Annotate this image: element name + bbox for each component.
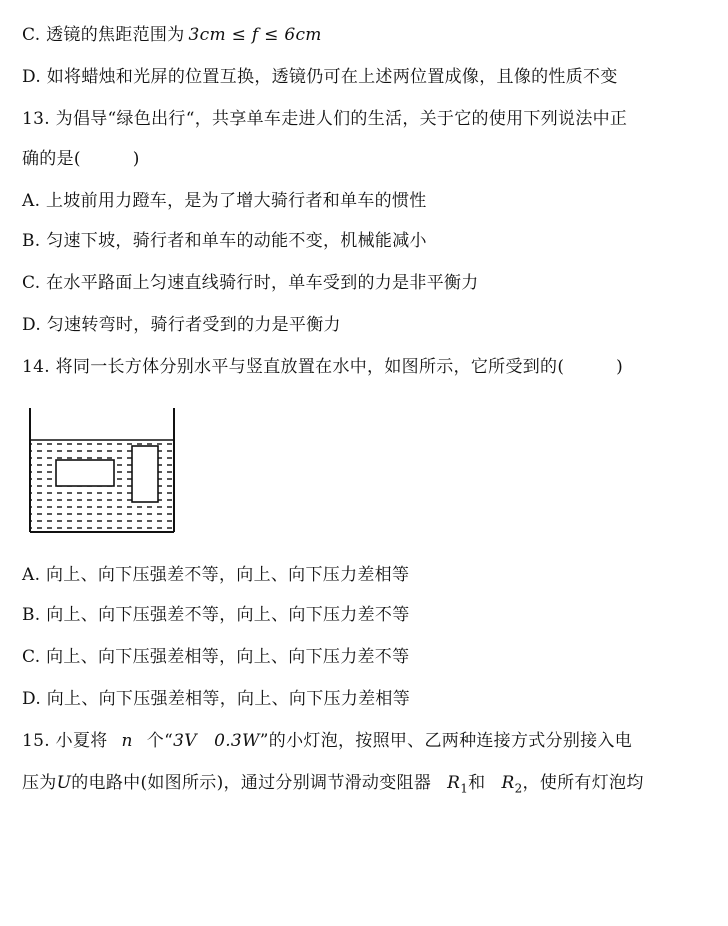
q15-r1-sub: 1 — [460, 781, 469, 796]
q15-r2-math — [501, 773, 523, 796]
q15-rating-math: 3V 0.3W — [173, 731, 260, 751]
option-13c: C. 在水平路面上匀速直线骑行时，单车受到的力是非平衡力 — [22, 273, 479, 293]
option-13d: D. 匀速转弯时，骑行者受到的力是平衡力 — [22, 315, 341, 335]
option-14d: D. 向上、向下压强差相等，向上、向下压力差相等 — [22, 689, 411, 709]
option-12c-text: C. 透镜的焦距范围为 — [22, 25, 185, 45]
q15-r1-letter: R — [447, 773, 461, 793]
water-container-figure — [26, 406, 186, 538]
option-12d: D. 如将蜡烛和光屏的位置互换，透镜仍可在上述两位置成像，且像的性质不变 — [22, 67, 618, 87]
q15-r2-sub: 2 — [514, 781, 523, 796]
option-14c: C. 向上、向下压强差相等，向上、向下压力差不等 — [22, 647, 410, 667]
q15-text-e: 的电路中(如图所示)，通过分别调节滑动变阻器 — [71, 773, 432, 793]
option-14b: B. 向上、向下压强差不等，向上、向下压力差不等 — [22, 605, 410, 625]
q15-text-c: ”的小灯泡，按照甲、乙两种连接方式分别接入电 — [259, 731, 633, 751]
horizontal-block — [56, 460, 114, 486]
q15-r1-math — [447, 773, 469, 796]
option-12c — [22, 24, 322, 46]
option-13a: A. 上坡前用力蹬车，是为了增大骑行者和单车的惯性 — [22, 191, 427, 211]
focal-range-math: 3cm ≤ f ≤ 6cm — [188, 25, 322, 45]
vertical-block — [132, 446, 158, 502]
q15-text-a: 15. 小夏将 — [22, 731, 108, 751]
question-15-line1 — [22, 730, 632, 752]
q15-u-math: U — [56, 773, 72, 793]
q15-text-f: 和 — [468, 773, 486, 793]
q15-text-b: 个“ — [146, 731, 174, 751]
question-15-line2 — [22, 772, 644, 799]
q15-text-d: 压为 — [22, 773, 57, 793]
option-14a: A. 向上、向下压强差不等，向上、向下压力差相等 — [22, 565, 410, 585]
q15-n-math: n — [121, 731, 133, 751]
q15-r2-letter: R — [501, 773, 515, 793]
question-14: 14. 将同一长方体分别水平与竖直放置在水中，如图所示，它所受到的( ) — [22, 357, 624, 377]
q15-text-g: ，使所有灯泡均 — [522, 773, 644, 793]
option-13b: B. 匀速下坡，骑行者和单车的动能不变，机械能减小 — [22, 231, 427, 251]
question-13-line2: 确的是( ) — [22, 149, 140, 169]
question-13-line1: 13. 为倡导“绿色出行“，共享单车走进人们的生活，关于它的使用下列说法中正 — [22, 109, 628, 129]
